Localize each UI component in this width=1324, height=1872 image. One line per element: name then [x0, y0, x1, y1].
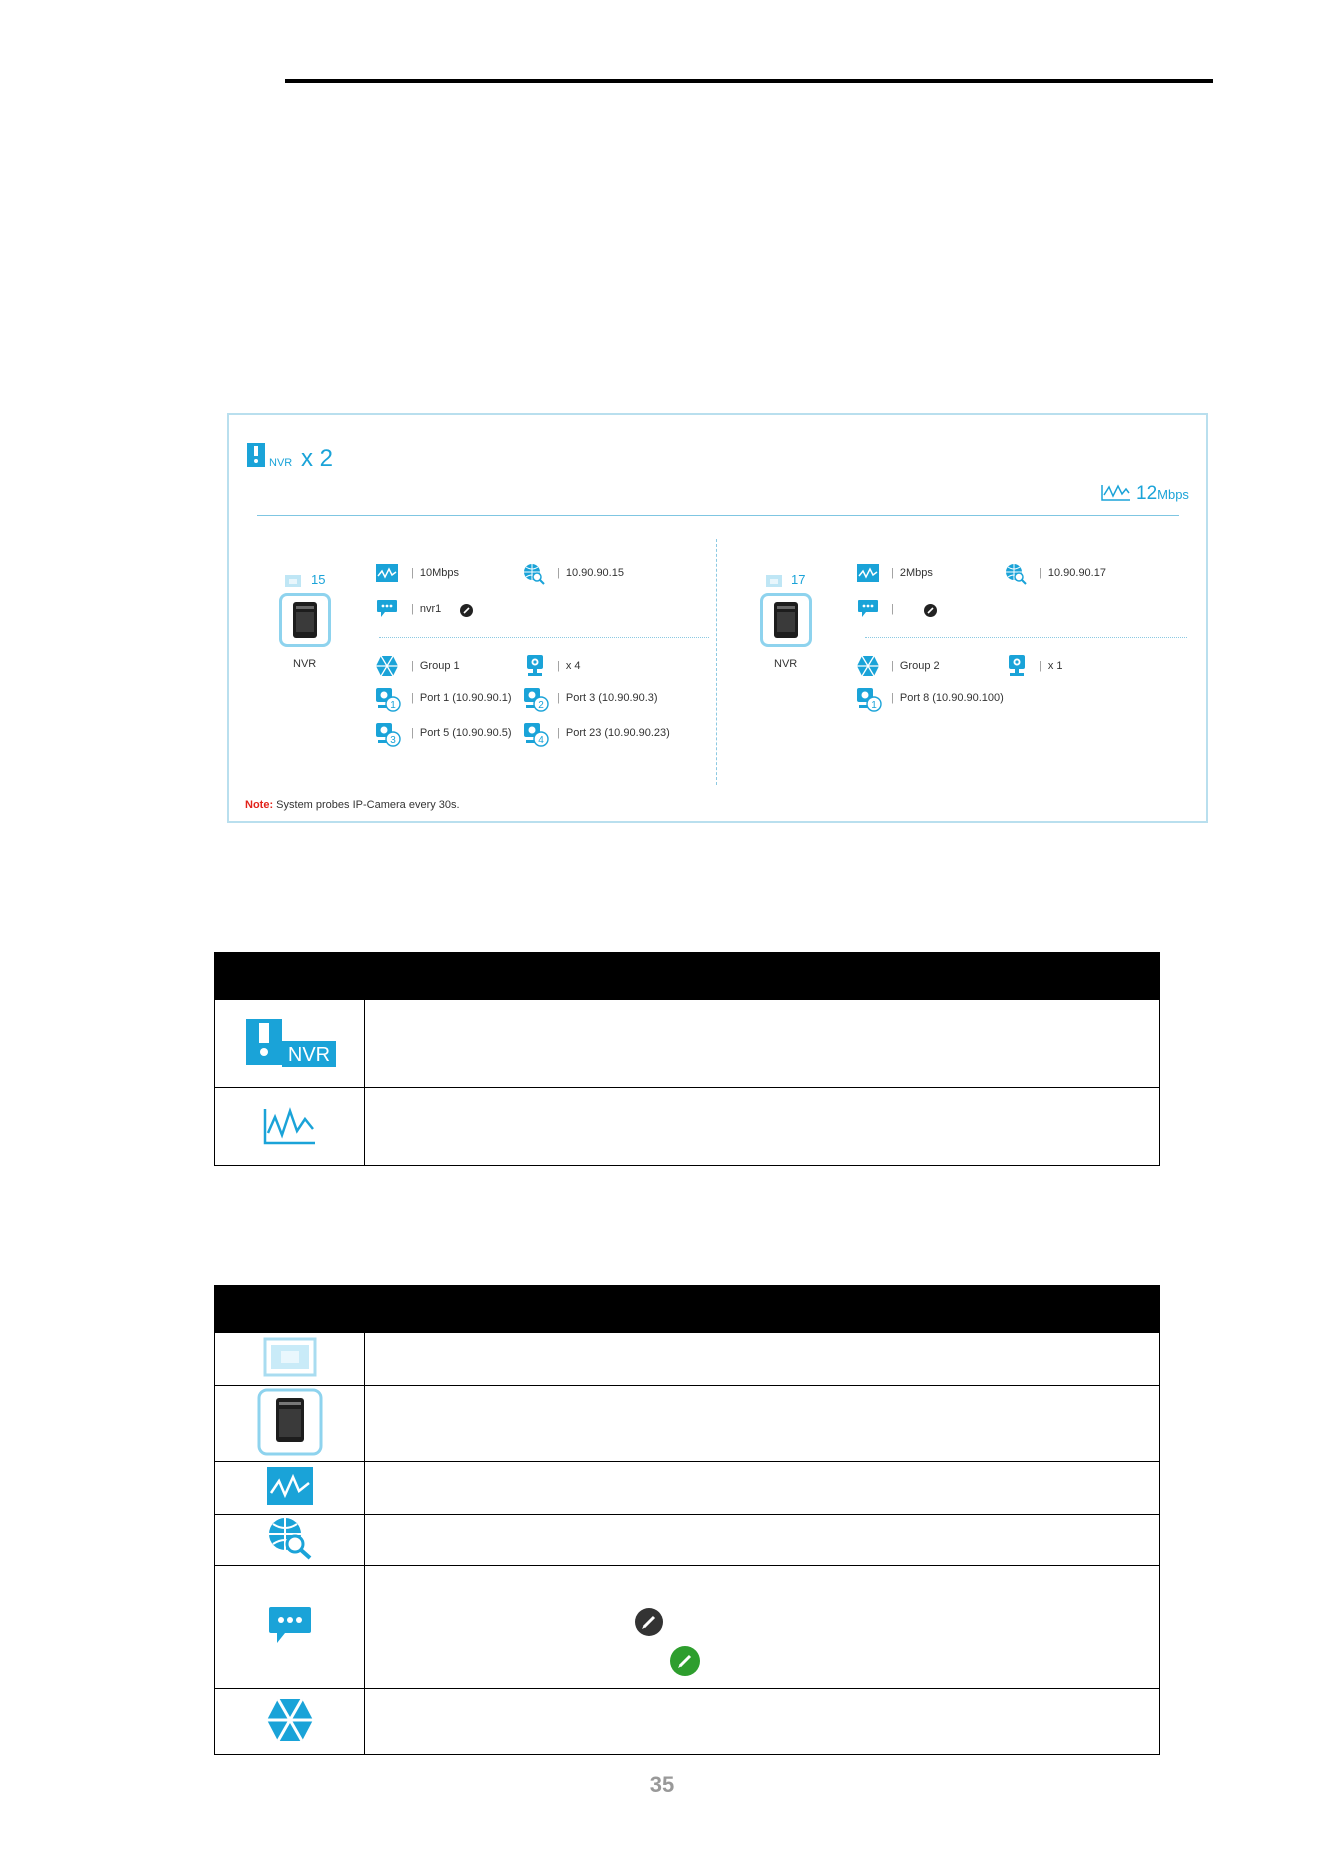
total-bandwidth	[1136, 483, 1189, 505]
left-camera-icon	[525, 655, 545, 677]
description-column-header	[365, 1286, 1160, 1333]
left-ip: | 10.90.90.15	[557, 567, 624, 579]
table-row	[215, 1386, 1160, 1462]
svg-text:4: 4	[538, 735, 544, 746]
right-group: | Group 2	[891, 660, 940, 672]
right-ip-icon	[1005, 563, 1027, 585]
svg-text:2: 2	[538, 700, 544, 711]
right-edit-icon[interactable]	[924, 604, 937, 617]
right-nvr-device[interactable]	[760, 593, 812, 647]
right-port-count: 17	[791, 572, 806, 587]
icon-cell	[215, 1462, 365, 1515]
svg-text:1: 1	[871, 700, 877, 711]
camera-port-icon	[375, 723, 401, 747]
right-rate: | 2Mbps	[891, 567, 933, 579]
left-section-divider	[379, 637, 709, 638]
header-badge-label: NVR	[269, 457, 293, 469]
icon-column-header	[215, 1286, 365, 1333]
right-comment-icon	[857, 599, 879, 619]
header-count: x 2	[301, 445, 334, 472]
left-comment-icon	[376, 599, 398, 619]
left-rate: | 10Mbps	[411, 567, 459, 579]
edit-green-icon	[670, 1646, 700, 1676]
group-icon	[265, 1697, 315, 1743]
legend-table-1	[214, 952, 1160, 1166]
bandwidth-icon	[267, 1467, 313, 1505]
description-cell	[365, 1000, 1160, 1088]
table-row	[215, 1000, 1160, 1088]
note-text: System probes IP-Camera every 30s.	[276, 799, 460, 811]
table-header-row	[215, 953, 1160, 1000]
top-rule	[285, 79, 1213, 83]
left-group-icon	[375, 655, 399, 677]
camera-port-icon	[375, 688, 401, 712]
table-row	[215, 1333, 1160, 1386]
table-row	[215, 1515, 1160, 1566]
left-edit-icon[interactable]	[460, 604, 473, 617]
left-port-1: 1 | Port 1 (10.90.90.1)	[375, 688, 401, 717]
right-bandwidth-icon	[857, 564, 879, 582]
nvr-status-panel	[227, 413, 1208, 823]
description-column-header	[365, 953, 1160, 1000]
left-port-2: 2 | Port 3 (10.90.90.3)	[523, 688, 549, 717]
left-device-label: NVR	[293, 658, 317, 670]
left-device-name: | nvr1	[411, 603, 442, 615]
note-label: Note:	[245, 799, 274, 811]
camera-port-icon	[523, 723, 549, 747]
icon-cell	[215, 1386, 365, 1462]
right-ip: | 10.90.90.17	[1039, 567, 1106, 579]
icon-cell	[215, 1515, 365, 1566]
left-nvr-device[interactable]	[279, 593, 331, 647]
description-cell	[365, 1088, 1160, 1166]
table-row	[215, 1566, 1160, 1689]
icon-cell	[215, 1333, 365, 1386]
table-row	[215, 1088, 1160, 1166]
description-cell	[365, 1333, 1160, 1386]
svg-text:NVR: NVR	[287, 1043, 330, 1066]
description-cell	[365, 1386, 1160, 1462]
left-port-3: 3 | Port 5 (10.90.90.5)	[375, 723, 401, 752]
edit-dark-icon	[635, 1608, 663, 1636]
port-count-icon	[285, 575, 301, 587]
total-bandwidth-unit: Mbps	[1157, 487, 1189, 502]
left-port-count: 15	[311, 572, 326, 587]
icon-cell	[215, 1088, 365, 1166]
left-camera-count: | x 4	[557, 660, 581, 672]
bandwidth-chart-icon	[263, 1103, 317, 1147]
icon-cell	[215, 1566, 365, 1689]
description-cell	[365, 1515, 1160, 1566]
svg-text:3: 3	[390, 735, 396, 746]
table-row	[215, 1462, 1160, 1515]
port-count-icon	[766, 575, 782, 587]
icon-cell	[215, 1000, 365, 1088]
right-device-label: NVR	[774, 658, 798, 670]
nvr-device-icon	[257, 1388, 323, 1456]
left-ip-icon	[523, 563, 545, 585]
icon-column-header	[215, 953, 365, 1000]
table-row	[215, 1689, 1160, 1755]
ip-search-icon	[267, 1516, 313, 1560]
right-device-name: |	[891, 603, 894, 615]
comment-icon	[267, 1605, 313, 1645]
left-bandwidth-icon	[376, 564, 398, 582]
total-bandwidth-icon	[1101, 481, 1131, 501]
left-port-4: 4 | Port 23 (10.90.90.23)	[523, 723, 549, 752]
right-camera-icon	[1007, 655, 1027, 677]
description-cell	[365, 1462, 1160, 1515]
camera-port-icon	[856, 688, 882, 712]
right-port-1: 1 | Port 8 (10.90.90.100)	[856, 688, 882, 717]
port-icon	[263, 1337, 317, 1377]
nvr-badge-icon	[244, 1017, 336, 1067]
page-number: 35	[649, 1772, 675, 1797]
total-bandwidth-value: 12	[1136, 483, 1158, 504]
legend-table-2	[214, 1285, 1160, 1755]
nvr-header-icon	[247, 443, 265, 467]
panel-column-divider	[716, 539, 717, 785]
right-camera-count: | x 1	[1039, 660, 1063, 672]
header-divider	[257, 515, 1179, 516]
table-header-row	[215, 1286, 1160, 1333]
icon-cell	[215, 1689, 365, 1755]
description-cell	[365, 1566, 1160, 1689]
svg-text:1: 1	[390, 700, 396, 711]
right-section-divider	[865, 637, 1187, 638]
camera-port-icon	[523, 688, 549, 712]
description-cell	[365, 1689, 1160, 1755]
left-group: | Group 1	[411, 660, 460, 672]
panel-note	[245, 799, 460, 811]
right-group-icon	[856, 655, 880, 677]
